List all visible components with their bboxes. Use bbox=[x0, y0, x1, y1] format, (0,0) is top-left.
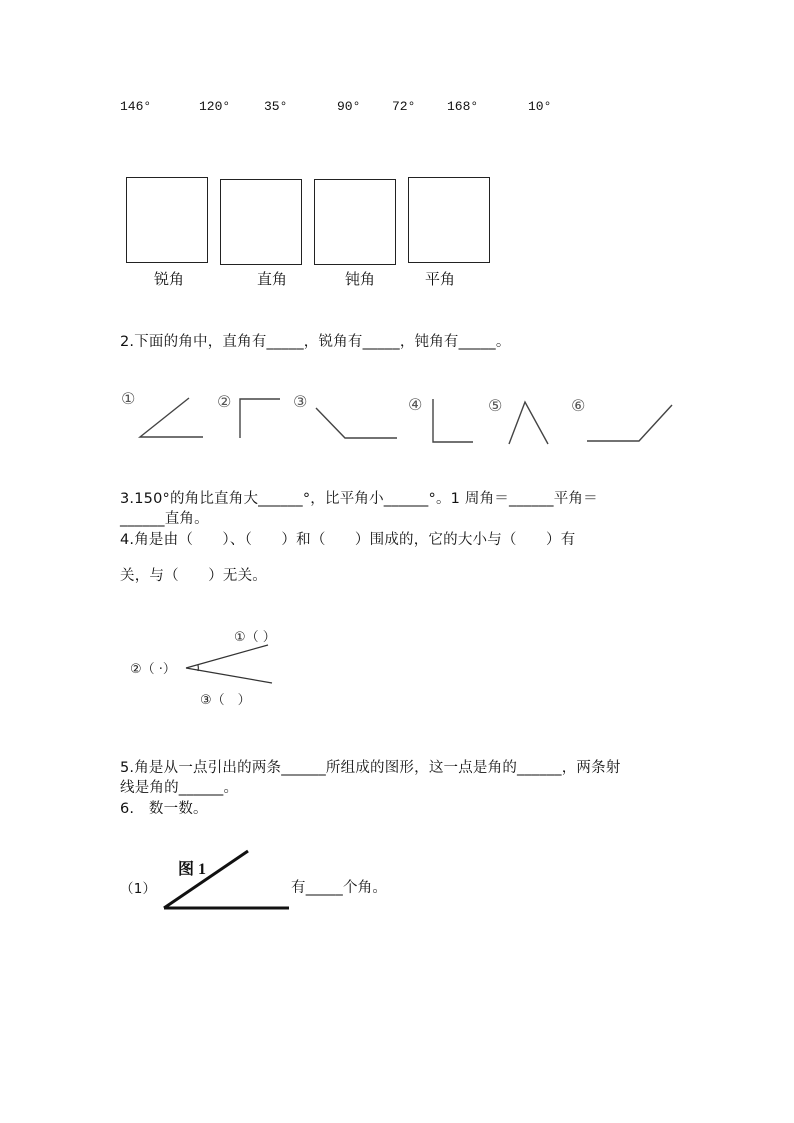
angle-value: 168° bbox=[447, 99, 479, 114]
question-3-line2: ______直角。 bbox=[120, 511, 209, 527]
category-label-right: 直角 bbox=[257, 270, 288, 288]
angle-label-1: ① bbox=[121, 389, 136, 408]
angle-label-2: ② bbox=[217, 392, 232, 411]
angle-figure-1 bbox=[140, 398, 203, 437]
angle-figure-6 bbox=[587, 405, 672, 441]
category-label-obtuse: 钝角 bbox=[345, 270, 376, 288]
angle-figure-4 bbox=[433, 399, 473, 442]
question-2: 2.下面的角中，直角有_____，锐角有_____，钝角有_____。 bbox=[120, 334, 511, 350]
category-label-acute: 锐角 bbox=[154, 270, 185, 288]
question-6-title: 6. 数一数。 bbox=[120, 801, 208, 817]
q6-angle-figure bbox=[164, 851, 289, 908]
question-4-line2: 关，与（ ）无关。 bbox=[120, 568, 267, 584]
question-4-line1: 4.角是由（ ）、（ ）和（ ）围成的，它的大小与（ ）有 bbox=[120, 532, 576, 548]
angle-figure-3 bbox=[316, 408, 397, 438]
angle-value: 35° bbox=[264, 99, 288, 114]
angle-value: 90° bbox=[337, 99, 361, 114]
angle-value: 10° bbox=[528, 99, 552, 114]
q4-label-ray-2: ③（ ） bbox=[200, 693, 251, 708]
angle-value: 72° bbox=[392, 99, 416, 114]
q6-figure-label: 图 1 bbox=[178, 861, 207, 878]
q4-angle-diagram bbox=[186, 645, 272, 683]
question-6-sub-label: （1） bbox=[120, 881, 157, 897]
question-5-line1: 5.角是从一点引出的两条______所组成的图形，这一点是角的______，两条射 bbox=[120, 760, 621, 776]
angle-value: 120° bbox=[199, 99, 231, 114]
angle-value: 146° bbox=[120, 99, 152, 114]
angle-label-4: ④ bbox=[408, 395, 423, 414]
angle-figure-5 bbox=[509, 402, 548, 444]
question-6-answer: 有_____个角。 bbox=[291, 880, 388, 896]
angle-label-3: ③ bbox=[293, 392, 308, 411]
angle-label-5: ⑤ bbox=[488, 396, 503, 415]
angle-label-6: ⑥ bbox=[571, 396, 586, 415]
q4-label-ray-1: ①（ ） bbox=[234, 630, 276, 645]
question-5-line2: 线是角的______。 bbox=[120, 780, 239, 796]
angle-figure-2 bbox=[240, 399, 280, 438]
question-3-line1: 3.150°的角比直角大______°，比平角小______°。1 周角＝______平角＝ bbox=[120, 491, 598, 507]
category-label-straight: 平角 bbox=[425, 270, 456, 288]
q4-label-vertex: ②（ ·） bbox=[130, 662, 176, 677]
